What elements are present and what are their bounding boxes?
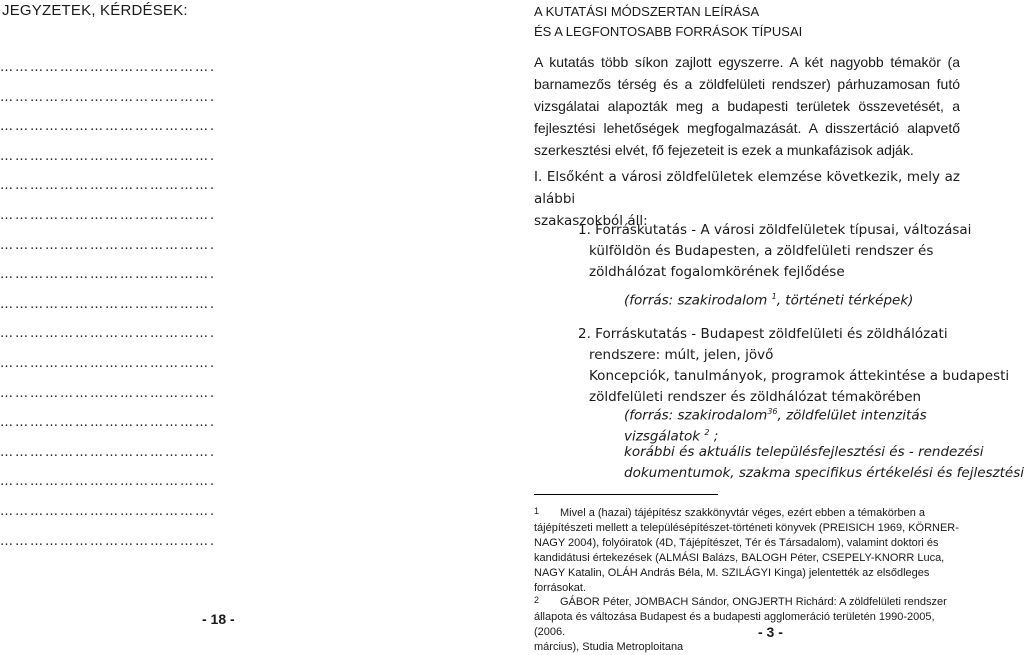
footnote-ref: 1 (771, 292, 777, 301)
left-page-number: - 18 - (202, 611, 235, 627)
intro-paragraph (534, 51, 960, 161)
item1-source (624, 292, 913, 309)
footnote-line: NAGY 2004), folyóiratok (4D, Tájépítészet, Tér és Társadalom), valamint doktori és (534, 537, 939, 549)
item2-source-text: vizsgálatok (624, 428, 705, 445)
footnote-ref: 2 (704, 428, 710, 437)
note-dotted-line: ……………………………………. (0, 415, 217, 431)
note-dotted-line: ……………………………………. (0, 208, 217, 223)
section-line: szakaszokból áll: (534, 213, 648, 229)
footnote-line: tájépítészeti mellett a településépítészet-történeti könyvek (PREISICH 1969, KÖRNER- (534, 522, 959, 534)
intro-line: vizsgálatai alapozták meg a budapesti területek összevetését, a (534, 98, 960, 114)
note-dotted-line: ……………………………………. (0, 178, 217, 194)
note-dotted-line: ……………………………………. (0, 267, 217, 283)
notes-title: JEGYZETEK, KÉRDÉSEK: (2, 2, 188, 19)
section-heading-line-1: A KUTATÁSI MÓDSZERTAN LEÍRÁSA (534, 4, 760, 19)
item1-line: zöldhálózat fogalomkörének fejlődése (589, 264, 845, 280)
intro-line: barnamezős térség és a zöldfelületi rendszer) párhuzamosan futó (534, 76, 960, 92)
footnote-2 (534, 593, 960, 655)
footnote-number: 1 (534, 506, 540, 516)
note-dotted-line: ……………………………………. (0, 474, 217, 490)
footnote-1 (534, 504, 960, 596)
item2-source-3: korábbi és aktuális településfejlesztési és - rendezési (624, 444, 984, 460)
item2-source-text: ; (709, 428, 719, 445)
item2-line: rendszere: múlt, jelen, jövő (589, 347, 774, 363)
footnote-separator (534, 494, 718, 495)
item1-line: külföldön és Budapesten, a zöldfelületi rendszer és (589, 243, 934, 259)
footnote-ref: 36 (767, 407, 778, 416)
footnote-number: 2 (534, 595, 540, 605)
intro-line: szerkesztési elvét, fő fejezeteit is ezek a munkafázisok adják. (534, 142, 914, 158)
item1-source-text: (forrás: szakirodalom (624, 292, 772, 309)
footnote-line: NAGY Katalin, OLÁH András Béla, M. SZILÁGYI Kinga) jelentették az elsődleges (534, 567, 930, 579)
note-dotted-line: ……………………………………. (0, 504, 217, 519)
note-dotted-line: ……………………………………. (0, 356, 217, 371)
footnote-line: állapota és változása Budapest és a budapesti agglomeráció területén 1990-2005, (2006. (534, 611, 935, 638)
note-dotted-line: ……………………………………. (0, 296, 217, 312)
note-dotted-line: ……………………………………. (0, 326, 217, 342)
section-line: I. Elsőként a városi zöldfelületek elemzése következik, mely az alábbi (534, 169, 960, 207)
footnote-line: március), Studia Metroploitana (534, 641, 684, 653)
footnote-line: forrásokat. (534, 582, 586, 594)
item1-line: 1. Forráskutatás - A városi zöldfelületek típusai, változásai (578, 222, 972, 238)
note-dotted-line: ……………………………………. (0, 444, 217, 460)
note-dotted-line: ……………………………………. (0, 89, 217, 105)
footnote-line: GÁBOR Péter, JOMBACH Sándor, ONGJERTH Richárd: A zöldfelületi rendszer (560, 596, 947, 608)
item2-source-text: , zöldfelület intenzitás (777, 407, 927, 424)
item2-line: 2. Forráskutatás - Budapest zöldfelületi és zöldhálózati (578, 326, 948, 342)
item2-line: Koncepciók, tanulmányok, programok áttekintése a budapesti (589, 368, 1010, 384)
item2-line: zöldfelületi rendszer és zöldhálózat témakörében (589, 389, 922, 405)
item2-source-1 (624, 407, 927, 424)
footnote-line: kandidátusi értekezések (ALMÁSI Balázs, BALOGH Péter, CSEPELY-KNORR Luca, (534, 552, 945, 564)
note-dotted-line: ……………………………………. (0, 60, 217, 75)
item1-source-text: , történeti térképek) (776, 292, 914, 309)
right-page-number: - 3 - (758, 624, 783, 640)
intro-line: fejlesztési lehetőségek megfogalmazását. A disszertáció alapvető (534, 120, 960, 136)
intro-line: A kutatás több síkon zajlott egyszerre. A két nagyobb témakör (a (534, 54, 960, 70)
item2-source-2 (624, 428, 718, 445)
note-dotted-line: ……………………………………. (0, 237, 217, 253)
note-dotted-line: ……………………………………. (0, 385, 217, 401)
item2-source-text: (forrás: szakirodalom (624, 407, 768, 424)
note-dotted-line: ……………………………………. (0, 148, 217, 164)
item2-source-4: dokumentumok, szakma specifikus értékelési és fejlesztési (624, 465, 1024, 481)
note-dotted-line: ……………………………………. (0, 119, 217, 135)
section-heading-line-2: ÉS A LEGFONTOSABB FORRÁSOK TÍPUSAI (534, 24, 803, 39)
footnote-line: Mivel a (hazai) tájépítész szakkönyvtár véges, ezért ebben a témakörben a (560, 507, 926, 519)
note-dotted-line: ……………………………………. (0, 533, 217, 549)
